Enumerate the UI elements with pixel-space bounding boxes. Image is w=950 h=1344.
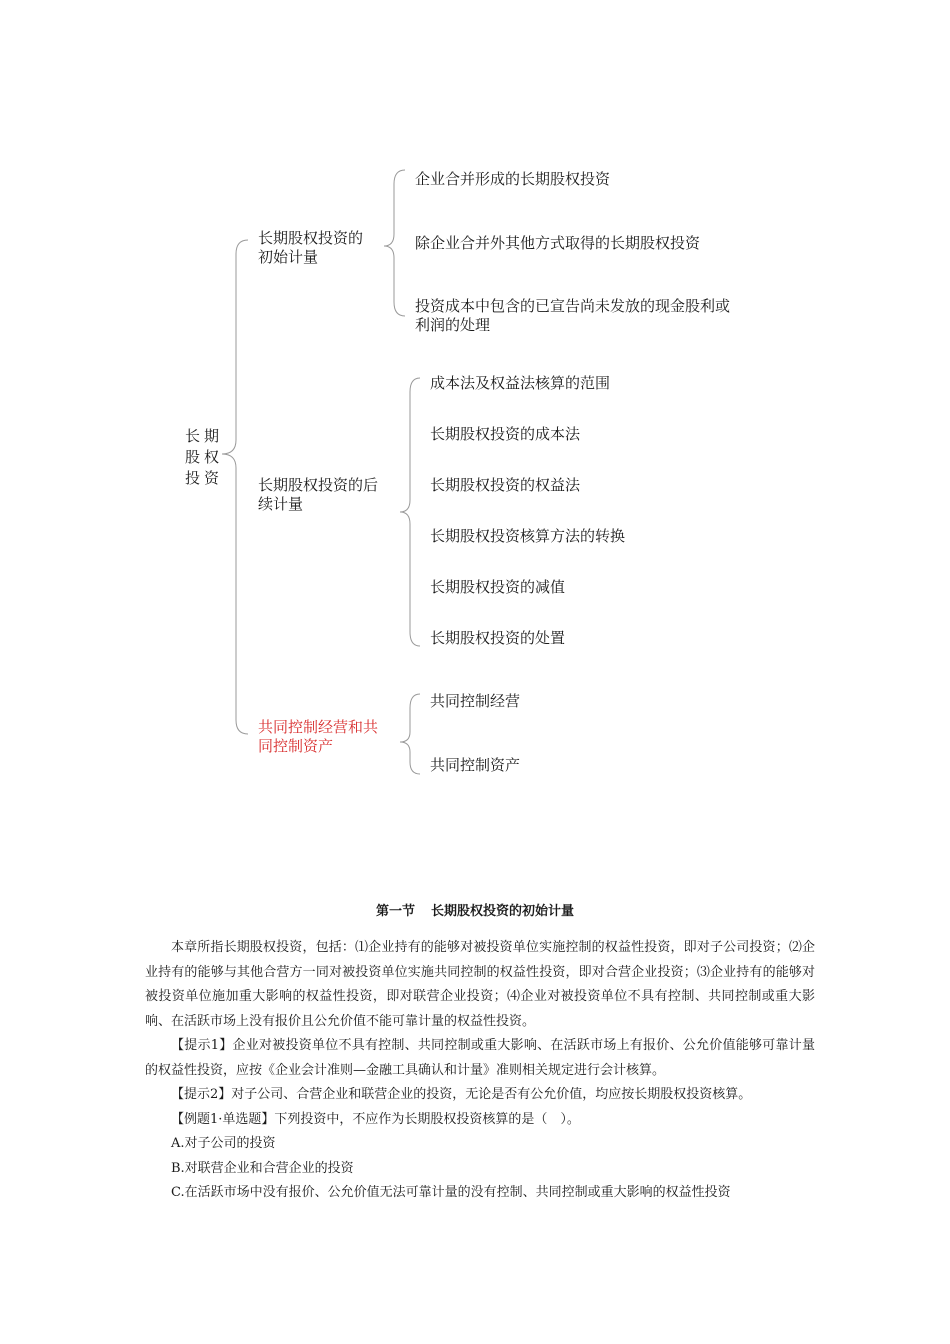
leaf-item: 共同控制经营 [430, 692, 521, 710]
branch-initial-measurement [258, 229, 363, 267]
branch3-brace [400, 694, 420, 774]
tip-2-text: 对子公司、合营企业和联营企业的投资，无论是否有公允价值，均应按长期股权投资核算。 [231, 1087, 752, 1102]
example-question: 下列投资中，不应作为长期股权投资核算的是（ ）。 [274, 1111, 580, 1127]
branch-subsequent-measurement [258, 476, 378, 514]
option-a: A.对子公司的投资 [171, 1136, 276, 1151]
tip-2-paragraph [145, 1083, 815, 1108]
tree-root: 长期股权投资 [185, 427, 224, 487]
branch-label-line: 续计量 [258, 495, 304, 513]
branch2-brace [400, 378, 420, 646]
leaf-item: 除企业合并外其他方式取得的长期股权投资 [415, 234, 701, 252]
leaf-item: 共同控制资产 [430, 756, 521, 774]
section-number: 第一节 [375, 904, 415, 919]
intro-paragraph: 本章所指长期股权投资，包括：⑴企业持有的能够对被投资单位实施控制的权益性投资，即对子公司投资；⑵企业持有的能够与其他合营方一同对被投资单位实施共同控制的权益性投资，即对合营企业投资；⑶企业持有的能够对被投资单位施加重大影响的权益性投资，即对联营企业投资；⑷企业对被投资单位不具有控制、共同控制或重大影响、在活跃市场上没有报价且公允价值不能可靠计量的权益性投资。 [145, 940, 815, 1029]
leaf-item: 成本法及权益法核算的范围 [430, 374, 611, 392]
option-c: C.在活跃市场中没有报价、公允价值无法可靠计量的没有控制、共同控制或重大影响的权益性投资 [171, 1185, 731, 1200]
leaf-item: 长期股权投资核算方法的转换 [430, 527, 626, 545]
leaf-item: 长期股权投资的成本法 [430, 425, 581, 443]
leaf-item: 长期股权投资的权益法 [430, 476, 581, 494]
branch-label-line: 同控制资产 [258, 737, 334, 755]
leaf-item: 长期股权投资的处置 [430, 629, 566, 647]
branch-label-line: 初始计量 [258, 248, 319, 266]
option-b: B.对联营企业和合营企业的投资 [171, 1160, 354, 1176]
leaf-item: 企业合并形成的长期股权投资 [415, 170, 611, 188]
section-heading [0, 900, 950, 919]
example-paragraph [145, 1108, 815, 1133]
branch-label-line: 长期股权投资的 [258, 229, 364, 247]
tip-1-text: 企业对被投资单位不具有控制、共同控制或重大影响、在活跃市场上有报价、公允价值能够可靠计量的权益性投资，应按《企业会计准则—金融工具确认和计量》准则相关规定进行会计核算。 [145, 1038, 815, 1078]
section-title: 长期股权投资的初始计量 [431, 904, 575, 919]
branch-joint-control [258, 718, 378, 756]
tip-1-paragraph [145, 1034, 815, 1083]
leaf-item: 利润的处理 [415, 316, 491, 334]
example-label: 【例题1·单选题】 [171, 1111, 275, 1127]
leaf-item: 长期股权投资的减值 [430, 578, 566, 596]
body-text [145, 936, 815, 1206]
branch-label-line: 长期股权投资的后 [258, 476, 379, 494]
branch1-brace [384, 170, 405, 316]
leaf-item: 投资成本中包含的已宣告尚未发放的现金股利或 [415, 297, 731, 315]
tip-2-label: 【提示2】 [171, 1087, 232, 1102]
tip-1-label: 【提示1】 [171, 1038, 233, 1053]
branch-label-line: 共同控制经营和共 [258, 718, 379, 736]
